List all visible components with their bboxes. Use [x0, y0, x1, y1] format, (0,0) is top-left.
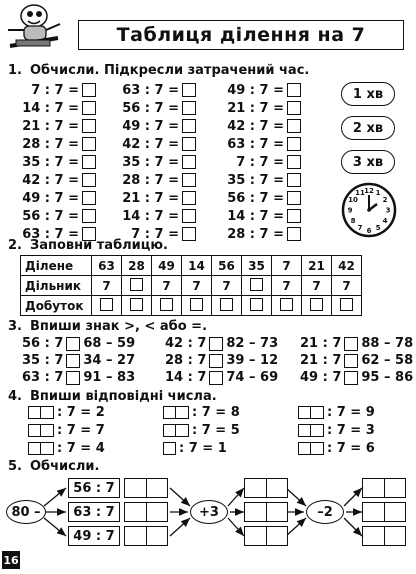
table-cell: 7 [302, 276, 332, 296]
equation-text: 56 : 7 = [22, 208, 79, 224]
sign-box[interactable] [66, 354, 80, 368]
fill-number-item [28, 423, 105, 438]
equation-text: : 7 = 2 [57, 405, 105, 420]
sign-box[interactable] [66, 371, 80, 385]
equation-text: 56 : 7 = [227, 190, 284, 206]
svg-text:3: 3 [385, 206, 391, 215]
table-cell: 21 [302, 256, 332, 276]
fill-number-item [28, 405, 105, 420]
table-cell: 7 [152, 276, 182, 296]
two-digit-box[interactable] [28, 424, 54, 437]
row-label: Добуток [21, 296, 92, 316]
answer-box[interactable] [250, 278, 263, 291]
answer-box[interactable] [287, 101, 301, 115]
answer-box[interactable] [182, 101, 196, 115]
equation-row [205, 99, 301, 117]
section-1-instruction: Обчисли. Підкресли затрачений час. [30, 63, 310, 78]
answer-box[interactable] [287, 173, 301, 187]
section-3-number: 3. [8, 319, 22, 334]
two-digit-box[interactable] [28, 406, 54, 419]
comparison-left: 21 : 7 [300, 336, 342, 351]
equation-row [205, 189, 301, 207]
equation-text: 14 : 7 = [122, 208, 179, 224]
answer-box[interactable] [82, 137, 96, 151]
comparison-item [165, 336, 278, 351]
clock-icon [341, 182, 397, 238]
answer-box[interactable] [182, 209, 196, 223]
answer-box[interactable] [220, 298, 233, 311]
comparison-item [165, 370, 278, 385]
answer-box[interactable] [182, 119, 196, 133]
comparison-item [22, 336, 135, 351]
svg-text:1: 1 [375, 189, 381, 197]
table-cell [272, 296, 302, 316]
table-cell: 7 [92, 276, 122, 296]
equation-row [0, 189, 96, 207]
comparison-right: 82 – 73 [226, 336, 279, 351]
comparison-right: 39 – 12 [226, 353, 279, 368]
table-cell: 63 [92, 256, 122, 276]
comparison-left: 35 : 7 [22, 353, 64, 368]
table-cell: 35 [242, 256, 272, 276]
answer-box[interactable] [287, 227, 301, 241]
equation-text: 35 : 7 = [227, 172, 284, 188]
comparison-item [300, 370, 413, 385]
equation-row [100, 189, 196, 207]
answer-box[interactable] [182, 83, 196, 97]
section-1-column-1 [0, 81, 96, 243]
fill-number-item [298, 423, 375, 438]
table-cell: 42 [332, 256, 362, 276]
comparison-item [165, 353, 278, 368]
comparison-right: 91 – 83 [83, 370, 136, 385]
chain-expression-box: 49 : 7 [68, 526, 120, 546]
time-option-1min[interactable]: 1 хв [341, 82, 395, 106]
table-row-dividend [21, 256, 362, 276]
equation-row [205, 153, 301, 171]
answer-box[interactable] [340, 298, 353, 311]
section-5-number: 5. [8, 459, 22, 474]
comparison-left: 49 : 7 [300, 370, 342, 385]
table-cell: 49 [152, 256, 182, 276]
equation-text: 56 : 7 = [122, 100, 179, 116]
cartoon-character-icon [2, 2, 68, 52]
equation-row [100, 99, 196, 117]
svg-text:9: 9 [347, 206, 353, 215]
page-number: 16 [2, 551, 20, 569]
equation-row [0, 99, 96, 117]
equation-text: 14 : 7 = [227, 208, 284, 224]
comparison-left: 14 : 7 [165, 370, 207, 385]
equation-text: 42 : 7 = [22, 172, 79, 188]
two-digit-box[interactable] [298, 406, 324, 419]
table-cell [332, 296, 362, 316]
equation-row [100, 135, 196, 153]
equation-text: 42 : 7 = [122, 136, 179, 152]
time-option-3min[interactable]: 3 хв [341, 150, 395, 174]
answer-box[interactable] [287, 209, 301, 223]
section-2-number: 2. [8, 238, 22, 253]
section-4-instruction: Впиши відповідні числа. [30, 389, 217, 404]
comparison-right: 34 – 27 [83, 353, 136, 368]
equation-text: 21 : 7 = [22, 118, 79, 134]
fill-number-item [28, 441, 105, 456]
svg-text:6: 6 [366, 227, 372, 235]
equation-text: 35 : 7 = [22, 154, 79, 170]
comparison-right: 68 – 59 [83, 336, 136, 351]
comparison-item [22, 353, 135, 368]
table-cell: 7 [272, 256, 302, 276]
table-cell: 7 [212, 276, 242, 296]
section-1-column-3 [205, 81, 301, 243]
table-cell: 56 [212, 256, 242, 276]
svg-text:12: 12 [364, 187, 374, 195]
section-4-number: 4. [8, 389, 22, 404]
svg-text:8: 8 [350, 217, 356, 225]
table-cell: 28 [122, 256, 152, 276]
table-cell [152, 296, 182, 316]
answer-box[interactable] [310, 298, 323, 311]
answer-box[interactable] [280, 298, 293, 311]
row-label: Ділене [21, 256, 92, 276]
answer-box[interactable] [182, 155, 196, 169]
equation-text: 49 : 7 = [22, 190, 79, 206]
chain-answer-box[interactable] [124, 478, 168, 498]
table-cell [182, 296, 212, 316]
sign-box[interactable] [344, 371, 358, 385]
equation-text: 7 : 7 = [236, 154, 284, 170]
svg-text:2: 2 [382, 196, 388, 204]
table-row-product [21, 296, 362, 316]
comparison-left: 42 : 7 [165, 336, 207, 351]
equation-text: 63 : 7 = [22, 226, 79, 242]
answer-box[interactable] [82, 101, 96, 115]
equation-text: 28 : 7 = [22, 136, 79, 152]
two-digit-box[interactable] [28, 442, 54, 455]
equation-text: : 7 = 1 [179, 441, 227, 456]
equation-row [100, 153, 196, 171]
table-cell: 7 [332, 276, 362, 296]
operation-oval-minus: –2 [306, 500, 344, 524]
chain-answer-box[interactable] [362, 526, 406, 546]
equation-text: 63 : 7 = [122, 82, 179, 98]
equation-row [0, 135, 96, 153]
table-cell [122, 276, 152, 296]
equation-text: 35 : 7 = [122, 154, 179, 170]
equation-row [0, 207, 96, 225]
equation-text: 21 : 7 = [227, 100, 284, 116]
svg-text:4: 4 [382, 217, 388, 225]
sign-box[interactable] [344, 337, 358, 351]
equation-text: 49 : 7 = [122, 118, 179, 134]
answer-box[interactable] [82, 209, 96, 223]
two-digit-box[interactable] [163, 406, 189, 419]
equation-text: : 7 = 7 [57, 423, 105, 438]
equation-row [205, 135, 301, 153]
equation-row [205, 225, 301, 243]
row-label: Дільник [21, 276, 92, 296]
chain-expression-box: 56 : 7 [68, 478, 120, 498]
table-cell [302, 296, 332, 316]
answer-box[interactable] [82, 155, 96, 169]
equation-text: : 7 = 6 [327, 441, 375, 456]
svg-text:11: 11 [355, 189, 365, 197]
equation-text: 21 : 7 = [122, 190, 179, 206]
two-digit-box[interactable] [298, 442, 324, 455]
table-cell [212, 296, 242, 316]
table-cell [92, 296, 122, 316]
equation-text: : 7 = 8 [192, 405, 240, 420]
answer-box[interactable] [250, 298, 263, 311]
fill-number-item [298, 441, 375, 456]
equation-row [205, 81, 301, 99]
answer-box[interactable] [82, 119, 96, 133]
chain-answer-box[interactable] [362, 478, 406, 498]
section-1-column-2 [100, 81, 196, 243]
sign-box[interactable] [209, 371, 223, 385]
equation-row [100, 207, 196, 225]
chain-answer-box[interactable] [244, 502, 288, 522]
division-table [20, 255, 362, 316]
page-title: Таблиця ділення на 7 [78, 20, 404, 50]
table-cell [242, 296, 272, 316]
equation-row [0, 117, 96, 135]
answer-box[interactable] [182, 173, 196, 187]
fill-number-item [163, 441, 227, 456]
svg-text:10: 10 [348, 196, 358, 204]
comparison-right: 74 – 69 [226, 370, 279, 385]
sign-box[interactable] [209, 354, 223, 368]
equation-row [205, 207, 301, 225]
answer-box[interactable] [182, 137, 196, 151]
two-digit-box[interactable] [298, 424, 324, 437]
fill-number-item [163, 423, 240, 438]
answer-box[interactable] [82, 191, 96, 205]
equation-row [100, 81, 196, 99]
equation-row [100, 171, 196, 189]
chain-answer-box[interactable] [244, 478, 288, 498]
chain-answer-box[interactable] [124, 502, 168, 522]
section-3-instruction: Впиши знак >, < або =. [30, 319, 208, 334]
equation-row [0, 153, 96, 171]
operation-oval-plus: +3 [190, 500, 228, 524]
equation-text: 42 : 7 = [227, 118, 284, 134]
table-row-divisor [21, 276, 362, 296]
table-cell: 7 [182, 276, 212, 296]
section-2-instruction: Заповни таблицю. [30, 238, 168, 253]
comparison-right: 62 – 58 [361, 353, 414, 368]
equation-text: : 7 = 5 [192, 423, 240, 438]
fill-number-item [298, 405, 375, 420]
fill-number-item [163, 405, 240, 420]
equation-row [0, 171, 96, 189]
comparison-left: 56 : 7 [22, 336, 64, 351]
start-number-oval: 80 – [6, 500, 46, 524]
equation-row [205, 171, 301, 189]
svg-text:7: 7 [357, 224, 363, 232]
table-cell [242, 276, 272, 296]
table-cell [122, 296, 152, 316]
answer-box[interactable] [82, 83, 96, 97]
comparison-right: 88 – 78 [361, 336, 414, 351]
chain-answer-box[interactable] [124, 526, 168, 546]
equation-text: 7 : 7 = [131, 226, 179, 242]
equation-row [100, 117, 196, 135]
comparison-item [22, 370, 135, 385]
section-5-instruction: Обчисли. [30, 459, 100, 474]
chain-expression-box: 63 : 7 [68, 502, 120, 522]
comparison-item [300, 353, 413, 368]
answer-box[interactable] [287, 83, 301, 97]
answer-box[interactable] [287, 119, 301, 133]
equation-row [205, 117, 301, 135]
answer-box[interactable] [287, 155, 301, 169]
comparison-left: 21 : 7 [300, 353, 342, 368]
comparison-left: 63 : 7 [22, 370, 64, 385]
equation-text: : 7 = 9 [327, 405, 375, 420]
equation-text: 49 : 7 = [227, 82, 284, 98]
answer-box[interactable] [130, 278, 143, 291]
equation-text: 7 : 7 = [31, 82, 79, 98]
answer-box[interactable] [100, 298, 113, 311]
answer-box[interactable] [182, 191, 196, 205]
answer-box[interactable] [190, 298, 203, 311]
chain-answer-box[interactable] [244, 526, 288, 546]
equation-text: 28 : 7 = [227, 226, 284, 242]
sign-box[interactable] [344, 354, 358, 368]
chain-answer-box[interactable] [362, 502, 406, 522]
svg-text:5: 5 [375, 224, 381, 232]
equation-row [0, 81, 96, 99]
one-digit-box[interactable] [163, 442, 176, 455]
equation-text: 14 : 7 = [22, 100, 79, 116]
sign-box[interactable] [209, 337, 223, 351]
answer-box[interactable] [182, 227, 196, 241]
equation-text: 63 : 7 = [227, 136, 284, 152]
equation-text: : 7 = 3 [327, 423, 375, 438]
table-cell: 7 [272, 276, 302, 296]
answer-box[interactable] [160, 298, 173, 311]
sign-box[interactable] [66, 337, 80, 351]
answer-box[interactable] [130, 298, 143, 311]
two-digit-box[interactable] [163, 424, 189, 437]
section-1-number: 1. [8, 63, 22, 78]
comparison-left: 28 : 7 [165, 353, 207, 368]
answer-box[interactable] [287, 137, 301, 151]
equation-text: 28 : 7 = [122, 172, 179, 188]
comparison-item [300, 336, 413, 351]
table-cell: 14 [182, 256, 212, 276]
answer-box[interactable] [82, 173, 96, 187]
answer-box[interactable] [287, 191, 301, 205]
time-option-2min[interactable]: 2 хв [341, 116, 395, 140]
comparison-right: 95 – 86 [361, 370, 414, 385]
equation-text: : 7 = 4 [57, 441, 105, 456]
